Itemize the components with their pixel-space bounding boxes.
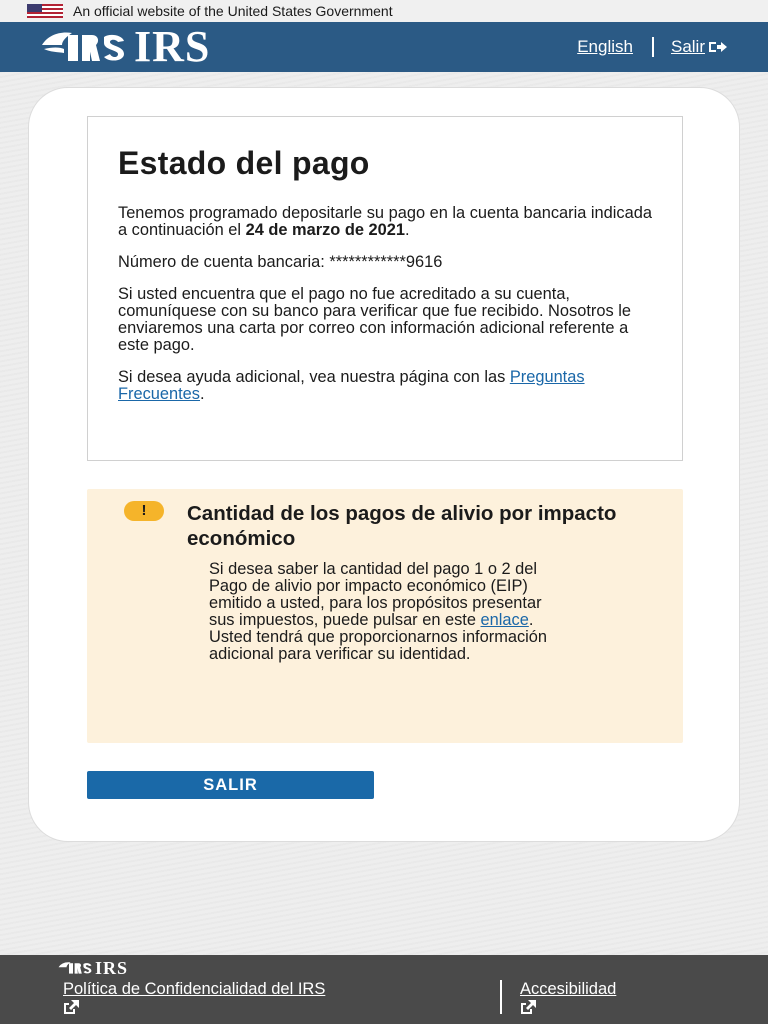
additional-help-sentence: Si desea ayuda adicional, vea nuestra página con las bbox=[118, 368, 510, 386]
scheduled-deposit-sentence: Tenemos programado depositarle su pago en la cuenta bancaria indicada a continuación el bbox=[118, 204, 652, 239]
accessibility-link[interactable] bbox=[520, 980, 616, 1014]
not-credited-text: Si usted encuentra que el pago no fue acreditado a su cuenta, comuníquese con su banco para verificar que fue recibido. Nosotros le enviaremos una carta por correo con información adicional referente a este pago. bbox=[118, 285, 631, 354]
eip-link[interactable]: enlace bbox=[480, 611, 529, 629]
site-footer bbox=[0, 955, 768, 1024]
header-exit-label: Salir bbox=[670, 37, 705, 56]
exit-arrow-icon bbox=[708, 40, 728, 54]
alert-body-start: Si desea saber la cantidad del pago 1 o 2 del Pago de alivio por impacto económico (EIP) emitido a usted, para los propósitos presentar sus impuestos, puede pulsar en este bbox=[209, 560, 542, 629]
bank-account-text bbox=[118, 254, 652, 271]
scheduled-deposit-text bbox=[118, 205, 652, 239]
faq-link[interactable]: Preguntas Frecuentes bbox=[118, 368, 585, 403]
header-exit-link[interactable] bbox=[671, 37, 728, 57]
external-link-icon bbox=[63, 1000, 79, 1014]
accessibility-label: Accesibilidad bbox=[520, 980, 617, 998]
site-header bbox=[0, 22, 768, 72]
irs-eagle-logo-icon bbox=[38, 27, 128, 67]
gov-banner bbox=[0, 0, 768, 22]
irs-logo[interactable] bbox=[38, 22, 211, 71]
header-divider bbox=[652, 37, 654, 57]
external-link-icon bbox=[520, 1000, 536, 1014]
eip-amount-alert bbox=[87, 489, 683, 743]
us-flag-icon bbox=[27, 4, 63, 18]
footer-irs-logo[interactable] bbox=[57, 959, 128, 977]
gov-banner-text: An official website of the United States Government bbox=[73, 3, 393, 19]
irs-eagle-logo-icon bbox=[57, 960, 93, 976]
bank-account-number: ************9616 bbox=[329, 253, 443, 271]
additional-help-text bbox=[118, 369, 652, 403]
alert-body bbox=[209, 561, 569, 663]
main-card bbox=[28, 87, 740, 842]
alert-title: Cantidad de los pagos de alivio por impacto económico bbox=[187, 502, 617, 550]
bank-account-label: Número de cuenta bancaria: bbox=[118, 253, 330, 271]
privacy-policy-label: Política de Confidencialidad del IRS bbox=[63, 980, 326, 998]
payment-status-box bbox=[87, 116, 683, 461]
footer-logo-text: IRS bbox=[95, 958, 129, 978]
footer-divider bbox=[500, 980, 502, 1014]
exit-button[interactable]: SALIR bbox=[87, 771, 374, 799]
alert-body-end: . Usted tendrá que proporcionarnos información adicional para verificar su identidad. bbox=[209, 611, 548, 663]
additional-help-period: . bbox=[200, 385, 205, 403]
irs-logo-text: IRS bbox=[134, 22, 211, 71]
privacy-policy-link[interactable] bbox=[63, 980, 325, 1014]
english-link[interactable]: English bbox=[577, 37, 633, 56]
warning-icon: ! bbox=[124, 501, 164, 521]
scheduled-deposit-period: . bbox=[405, 221, 410, 239]
deposit-date: 24 de marzo de 2021 bbox=[245, 221, 406, 239]
header-links bbox=[577, 37, 728, 57]
page-title: Estado del pago bbox=[118, 145, 370, 181]
